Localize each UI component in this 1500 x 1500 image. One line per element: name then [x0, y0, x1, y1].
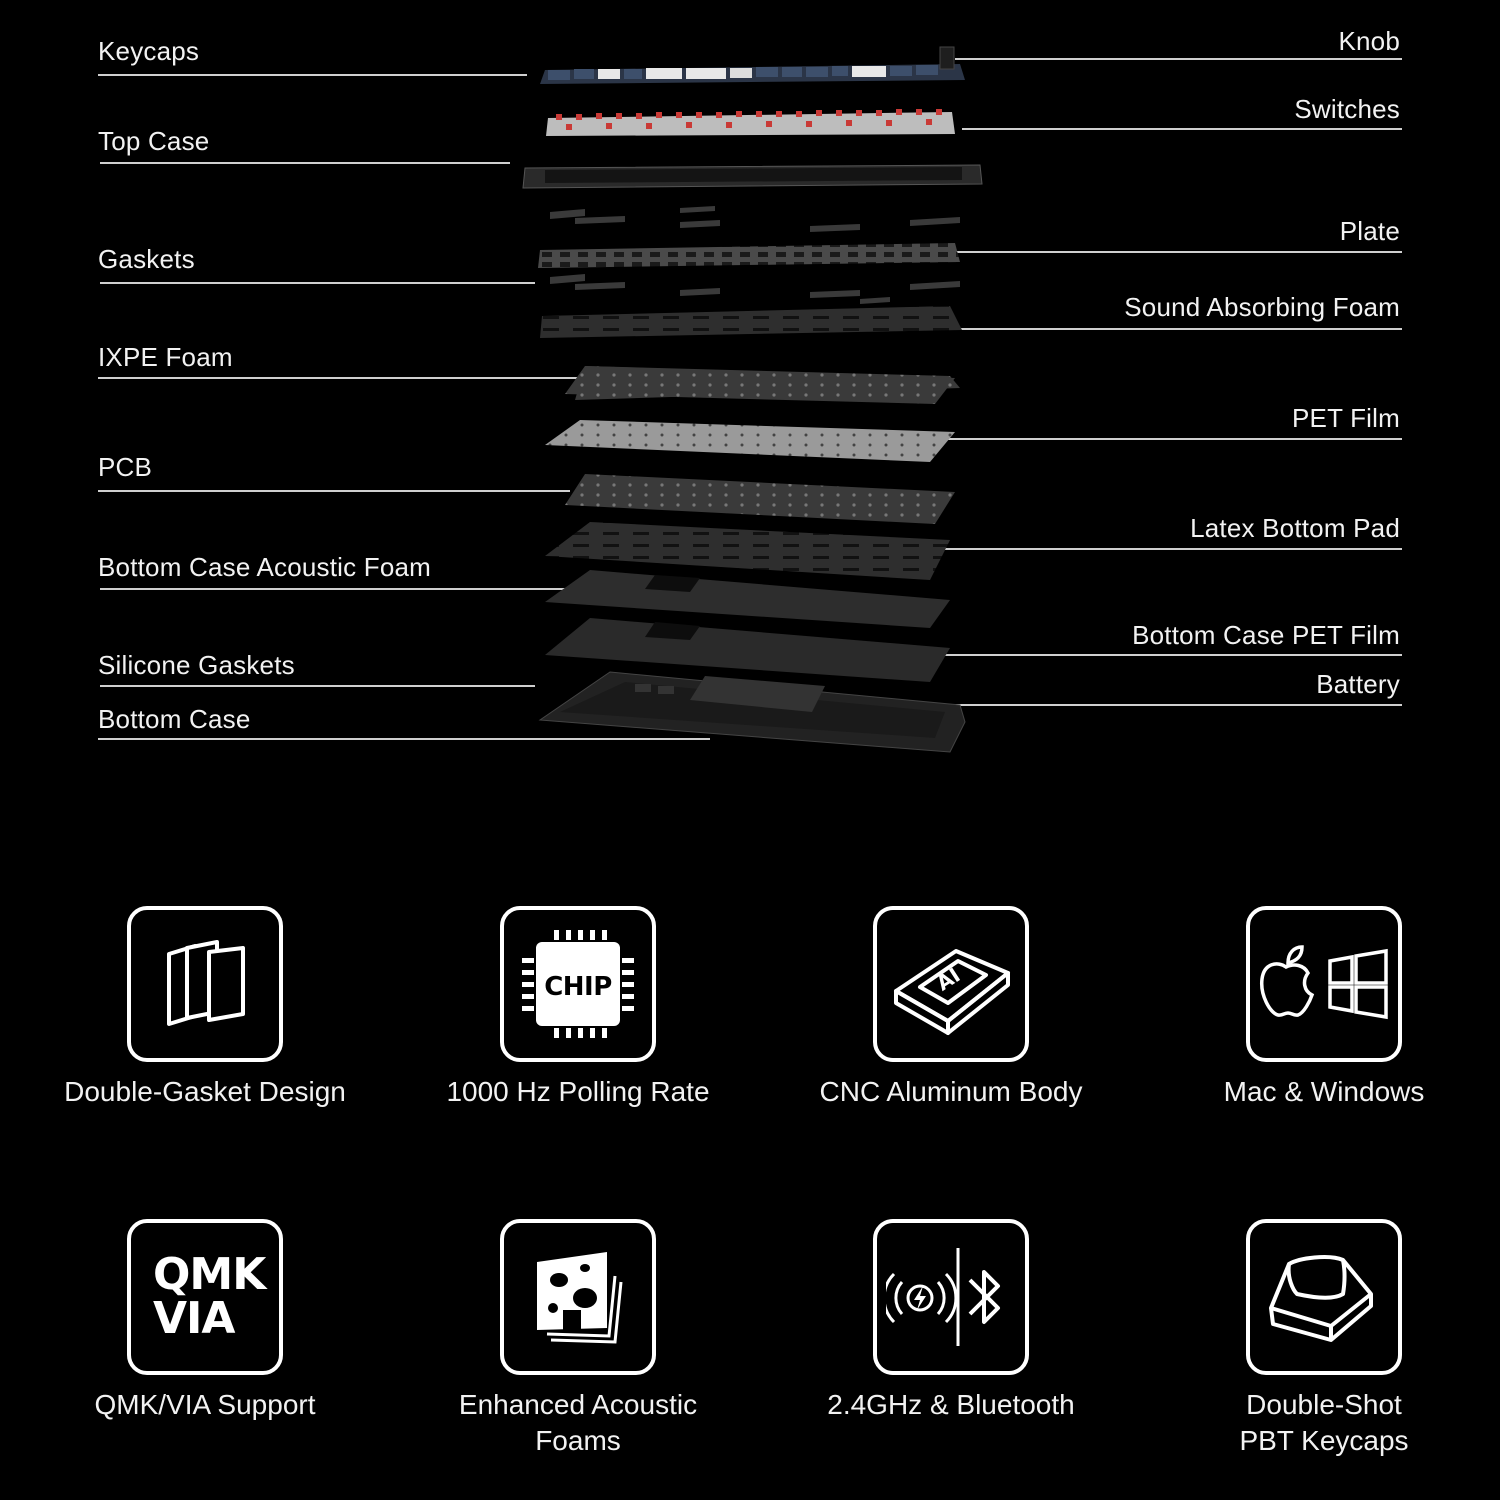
foam-icon	[500, 1219, 656, 1375]
label-switches: Switches	[1294, 94, 1400, 124]
label-plate: Plate	[1339, 216, 1400, 246]
layers-icon	[127, 906, 283, 1062]
label-bottom-case-pet-film: Bottom Case PET Film	[1132, 620, 1400, 650]
via-text: VIA	[153, 1293, 235, 1344]
apple-icon	[1262, 947, 1312, 1015]
label-latex-bottom-pad: Latex Bottom Pad	[1190, 513, 1400, 543]
label-pet-film: PET Film	[1291, 403, 1400, 433]
wireless-bluetooth-icon	[873, 1219, 1029, 1375]
windows-icon	[1330, 951, 1386, 1017]
label-bottom-case: Bottom Case	[98, 704, 251, 734]
label-keycaps: Keycaps	[98, 36, 200, 66]
feature-label: QMK/VIA Support	[94, 1389, 316, 1420]
feature-label: Double-Shot PBT Keycaps	[1239, 1389, 1409, 1456]
feature-label: Mac & Windows	[1223, 1076, 1425, 1107]
qmk-via-icon	[127, 1219, 283, 1375]
feature-label: CNC Aluminum Body	[819, 1076, 1083, 1107]
os-icons	[1256, 939, 1392, 1029]
feature-label: Enhanced Acoustic Foams	[458, 1389, 698, 1456]
label-sound-absorbing-foam: Sound Absorbing Foam	[1124, 292, 1400, 322]
bluetooth-icon	[970, 1272, 998, 1322]
label-knob: Knob	[1338, 26, 1400, 56]
feature-label: 2.4GHz & Bluetooth	[827, 1389, 1075, 1420]
feature-cnc-body	[761, 906, 1141, 1110]
feature-mac-windows	[1134, 906, 1500, 1110]
label-bottom-case-acoustic-foam: Bottom Case Acoustic Foam	[98, 552, 432, 582]
keycap-icon	[1246, 1219, 1402, 1375]
label-top-case: Top Case	[98, 126, 210, 156]
feature-acoustic-foams	[388, 1219, 768, 1459]
feature-label: 1000 Hz Polling Rate	[446, 1076, 710, 1107]
feature-pbt-keycaps	[1134, 1219, 1500, 1459]
feature-double-gasket	[15, 906, 395, 1110]
label-ixpe-foam: IXPE Foam	[98, 342, 233, 372]
label-silicone-gaskets: Silicone Gaskets	[98, 650, 295, 680]
qmk-via-letters	[153, 1249, 266, 1344]
label-battery: Battery	[1316, 669, 1400, 699]
feature-qmk-via	[15, 1219, 395, 1423]
chip-label: CHIP	[544, 972, 612, 1002]
feature-label: Double-Gasket Design	[64, 1076, 346, 1107]
qmk-text: QMK	[153, 1249, 266, 1300]
feature-polling-rate	[388, 906, 768, 1110]
label-gaskets: Gaskets	[98, 244, 195, 274]
chip-icon	[500, 906, 656, 1062]
feature-wireless	[761, 1219, 1141, 1423]
ai-keycap-icon	[873, 906, 1029, 1062]
apple-windows-icon	[1246, 906, 1402, 1062]
ai-letters: AI	[932, 962, 965, 996]
label-pcb: PCB	[98, 452, 153, 482]
